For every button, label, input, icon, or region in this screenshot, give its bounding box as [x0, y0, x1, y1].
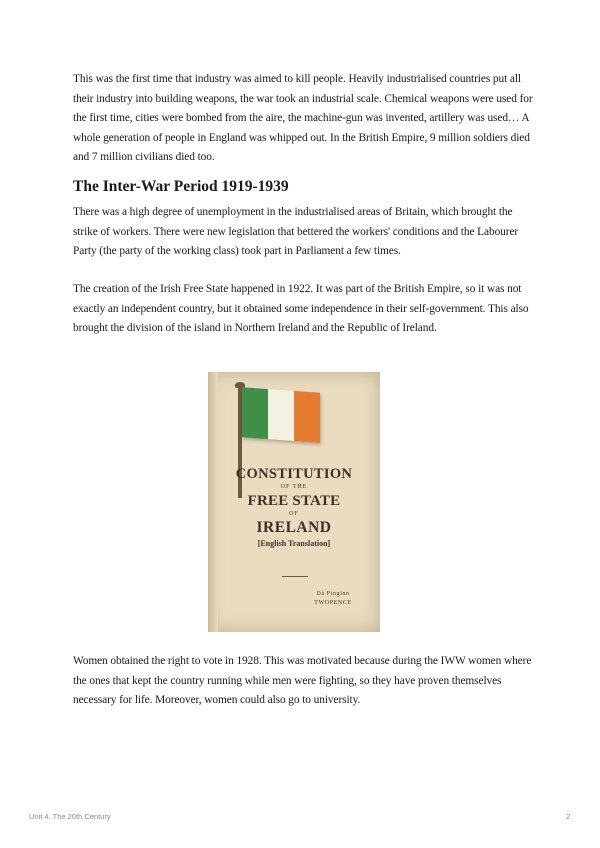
section-heading: The Inter-War Period 1919-1939 — [73, 178, 289, 195]
booklet-price-english: TWOPENCE — [314, 600, 352, 606]
booklet-price — [303, 590, 363, 608]
constitution-booklet-image — [208, 372, 380, 632]
paragraph-war-industry: This was the first time that industry was aimed to kill people. Heavily industrialised countries put all their industry into building weapons, the war took an industrial scale. Chemical weapons were used for the first time, cities were bombed from the aire, the machine-gun was invented, artillery was used… A whole generation of people in England was whipped out. In the British Empire, 9 million soldiers died and 7 million civilians died too. — [73, 73, 533, 163]
booklet-divider — [282, 576, 308, 577]
booklet-title-line-2: OF THE — [280, 484, 308, 490]
booklet-title-line-3: FREE STATE — [247, 493, 341, 509]
paragraph-womens-vote: Women obtained the right to vote in 1928. This was motivated because during the IWW women where the ones that kept the country running while men were fighting, so they have proven themselves necessary for life. Moreover, women could also go to university. — [73, 655, 532, 706]
booklet-title-line-5: IRELAND — [256, 519, 332, 536]
booklet-title — [208, 466, 380, 551]
booklet-title-line-1: CONSTITUTION — [235, 466, 353, 482]
paragraph-unemployment: There was a high degree of unemployment in the industrialised areas of Britain, which brought the strike of workers. There were new legislation that bettered the workers' conditions and the Labourer Party (the party of the working class) took part in Parliament a few times. — [73, 206, 519, 257]
booklet-price-irish: Dá Pinginn — [316, 591, 350, 597]
booklet-title-line-4: OF — [289, 511, 299, 517]
footer-unit-title: Unit 4. The 20th Century — [29, 812, 111, 821]
booklet-subtitle: [English Translation] — [257, 539, 331, 548]
irish-flag-icon — [242, 387, 320, 442]
footer-page-number: 2 — [566, 812, 571, 821]
paragraph-irish-free-state: The creation of the Irish Free State happened in 1922. It was part of the British Empire, so it was not exactly an independent country, but it obtained some independence in their self-government. This also brought the division of the island in Northern Ireland and the Republic of Ireland. — [73, 283, 529, 334]
